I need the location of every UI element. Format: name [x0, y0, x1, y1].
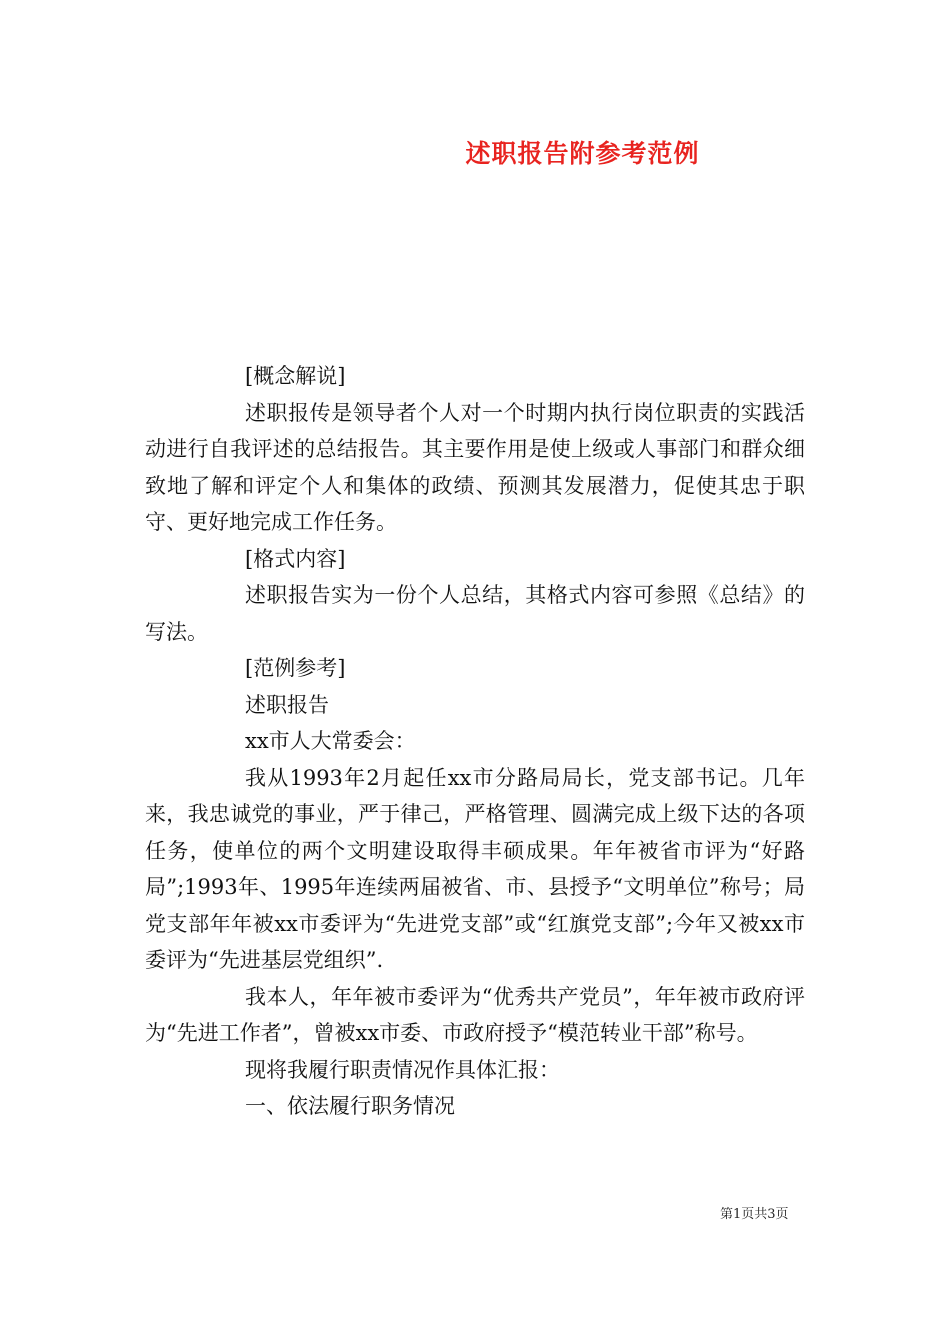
section-heading-concept: [概念解说] — [245, 364, 346, 388]
example-subheading-1: 一、依法履行职务情况 — [245, 1094, 455, 1118]
page-number: 第1页共3页 — [720, 1207, 789, 1222]
document-body — [145, 358, 805, 1125]
example-title: 述职报告 — [245, 692, 329, 717]
example-paragraph-3: 现将我履行职责情况作具体汇报： — [245, 1057, 560, 1082]
example-paragraph-2: 我本人，年年被市委评为“优秀共产党员”，年年被市政府评为“先进工作者”，曾被xx市委、市政府授予“模范转业干部”称号。 — [145, 984, 805, 1045]
document-title: 述职报告附参考范例 — [465, 139, 700, 168]
example-paragraph-1: 我从1993年2月起任xx市分路局局长，党支部书记。几年来，我忠诚党的事业，严于律己，严格管理、圆满完成上级下达的各项任务，使单位的两个文明建设取得丰硕成果。年年被省市评为“好路局”;1993年、1995年连续两届被省、市、县授予“文明单位”称号；局党支部年年被xx市委评为“先进党支部”或“红旗党支部”;今年又被xx市委评为“先进基层党组织”. — [145, 765, 805, 972]
concept-paragraph: 述职报传是领导者个人对一个时期内执行岗位职责的实践活动进行自我评述的总结报告。其主要作用是使上级或人事部门和群众细致地了解和评定个人和集体的政绩、预测其发展潜力，促使其忠于职守、更好地完成工作任务。 — [145, 400, 805, 534]
format-paragraph: 述职报告实为一份个人总结，其格式内容可参照《总结》的写法。 — [145, 583, 805, 644]
section-heading-format: [格式内容] — [245, 546, 346, 571]
example-salutation: xx市人大常委会： — [245, 729, 416, 753]
section-heading-example: [范例参考] — [245, 656, 346, 680]
